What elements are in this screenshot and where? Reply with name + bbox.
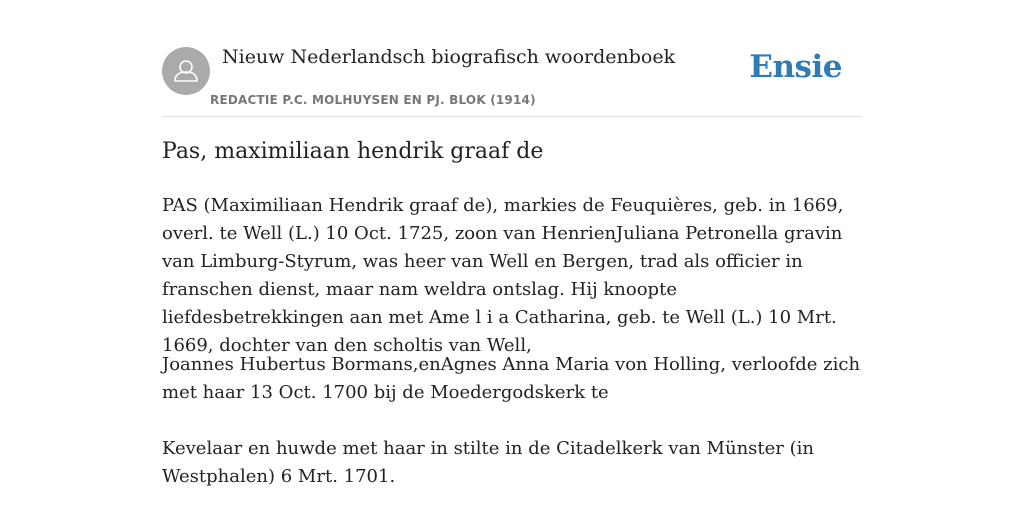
user-icon[interactable] bbox=[162, 47, 210, 95]
source-title[interactable]: Nieuw Nederlandsch biografisch woordenboek bbox=[222, 46, 676, 68]
article-paragraph: Joannes Hubertus Bormans,enAgnes Anna Maria von Holling, verloofde zich met haar 13 Oct. 1700 bij de Moedergodskerk te bbox=[162, 354, 861, 403]
article-paragraph: Kevelaar en huwde met haar in stilte in de Citadelkerk van Münster (in Westphalen) 6 Mrt. 1701. bbox=[162, 438, 814, 487]
article-title: Pas, maximiliaan hendrik graaf de bbox=[162, 139, 544, 164]
source-editors: REDACTIE P.C. MOLHUYSEN EN PJ. BLOK (1914) bbox=[210, 93, 536, 107]
source-header bbox=[162, 44, 862, 117]
brand-logo[interactable]: Ensie bbox=[749, 49, 842, 85]
article-paragraph: PAS (Maximiliaan Hendrik graaf de), markies de Feuquières, geb. in 1669, overl. te Well (L.) 10 Oct. 1725, zoon van HenrienJuliana Petronella gravin van Limburg-Styrum, was heer van Well en Bergen, trad als officier in franschen dienst, maar nam weldra ontslag. Hij knoopte liefdesbetrekkingen aan met Ame l i a Catharina, geb. te Well (L.) 10 Mrt. 1669, dochter van den scholtis van Well, bbox=[162, 195, 844, 356]
